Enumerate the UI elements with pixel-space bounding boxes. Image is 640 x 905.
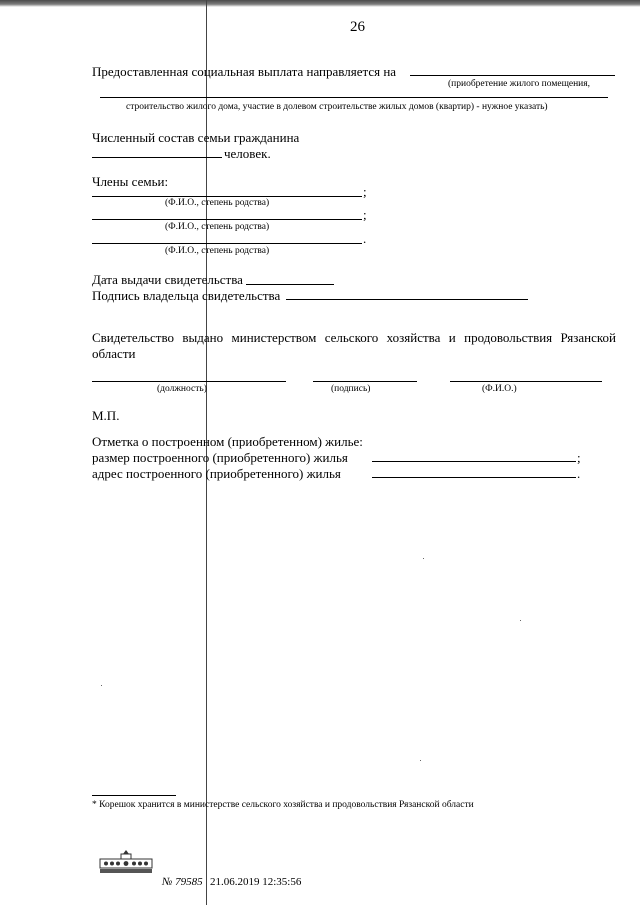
payment-label: Предоставленная социальная выплата направляется на xyxy=(92,64,397,79)
stamp-number: № 79585 xyxy=(162,876,203,888)
member-hint-3: (Ф.И.О., степень родства) xyxy=(165,246,270,256)
member-hint-2: (Ф.И.О., степень родства) xyxy=(165,222,270,232)
family-size-field[interactable] xyxy=(92,157,222,158)
issue-date-field[interactable] xyxy=(246,284,334,285)
payment-hint-1: (приобретение жилого помещения, xyxy=(448,79,591,89)
signature-hint: (подпись) xyxy=(331,384,371,394)
housing-size-label: размер построенного (приобретенного) жилья xyxy=(92,450,348,465)
issuer-line-1: Свидетельство выдано министерством сельского хозяйства и продовольствия Рязанской xyxy=(92,330,616,345)
member-hint-1: (Ф.И.О., степень родства) xyxy=(165,198,270,208)
scan-speck xyxy=(520,620,521,621)
member-field-2[interactable] xyxy=(92,219,362,220)
issuer-line-2: области xyxy=(92,346,136,361)
stamp-place: М.П. xyxy=(92,408,120,423)
scan-speck xyxy=(101,685,102,686)
member-end-1: ; xyxy=(363,184,367,199)
family-size-label: Численный состав семьи гражданина xyxy=(92,130,300,145)
housing-heading: Отметка о построенном (приобретенном) жилье: xyxy=(92,434,363,449)
registry-emblem-icon xyxy=(97,848,155,876)
member-end-2: ; xyxy=(363,207,367,222)
issue-date-label: Дата выдачи свидетельства xyxy=(92,272,243,287)
payment-field[interactable] xyxy=(410,75,615,76)
owner-signature-field[interactable] xyxy=(286,299,528,300)
name-field[interactable] xyxy=(450,381,602,382)
footnote-separator xyxy=(92,795,176,796)
footnote: * Корешок хранится в министерстве сельского хозяйства и продовольствия Рязанской области xyxy=(92,800,474,810)
owner-signature-label: Подпись владельца свидетельства xyxy=(92,288,281,303)
housing-address-label: адрес построенного (приобретенного) жилья xyxy=(92,466,341,481)
housing-size-field[interactable] xyxy=(372,461,576,462)
scan-edge xyxy=(0,0,640,7)
member-field-1[interactable] xyxy=(92,196,362,197)
page-number: 26 xyxy=(350,19,365,35)
family-size-suffix: человек. xyxy=(224,146,271,161)
name-hint: (Ф.И.О.) xyxy=(482,384,517,394)
members-label: Члены семьи: xyxy=(92,174,169,189)
stamp-datetime: 21.06.2019 12:35:56 xyxy=(210,876,302,888)
housing-address-end: . xyxy=(577,466,581,481)
member-field-3[interactable] xyxy=(92,243,362,244)
signature-field[interactable] xyxy=(313,381,417,382)
scan-speck xyxy=(423,558,424,559)
position-hint: (должность) xyxy=(157,384,207,394)
payment-field-2[interactable] xyxy=(100,97,608,98)
housing-address-field[interactable] xyxy=(372,477,576,478)
scan-speck xyxy=(420,760,421,761)
position-field[interactable] xyxy=(92,381,286,382)
housing-size-end: ; xyxy=(577,450,581,465)
member-end-3: . xyxy=(363,231,367,246)
payment-hint-2: строительство жилого дома, участие в долевом строительстве жилых домов (квартир) - нужное указать) xyxy=(126,102,548,112)
